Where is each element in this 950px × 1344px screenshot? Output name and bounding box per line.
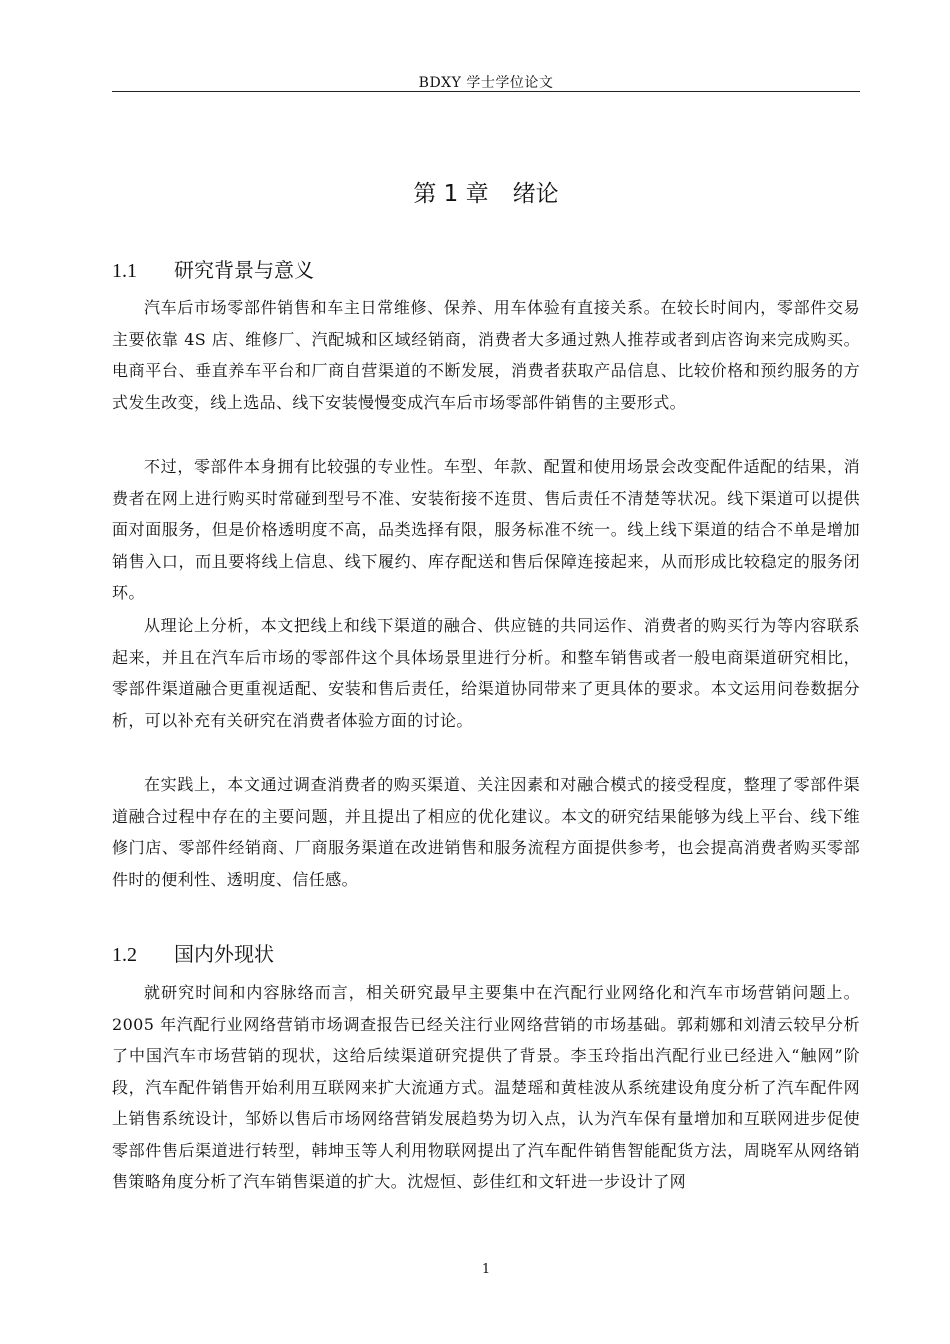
page-number: 1: [481, 1262, 491, 1277]
paragraph: 汽车后市场零部件销售和车主日常维修、保养、用车体验有直接关系。在较长时间内，零部件交易主要依靠 4S 店、维修厂、汽配城和区域经销商，消费者大多通过熟人推荐或者到店咨询来完成购买。电商平台、垂直养车平台和厂商自营渠道的不断发展，消费者获取产品信息、比较价格和预约服务的方式发生改变，线上选品、线下安装慢慢变成汽车后市场零部件销售的主要形式。: [112, 298, 860, 412]
section-heading-1-1: [112, 254, 860, 283]
section-title: 研究背景与意义: [174, 258, 314, 282]
header-rule: [112, 91, 860, 92]
chapter-label: 第 1 章: [413, 181, 489, 207]
section-number: 1.1: [112, 260, 137, 282]
paragraph: 从理论上分析，本文把线上和线下渠道的融合、供应链的共同运作、消费者的购买行为等内容联系起来，并且在汽车后市场的零部件这个具体场景里进行分析。和整车销售或者一般电商渠道研究相比，零部件渠道融合更重视适配、安装和售后责任，给渠道协同带来了更具体的要求。本文运用问卷数据分析，可以补充有关研究在消费者体验方面的讨论。: [112, 616, 860, 730]
running-header: BDXY 学士学位论文: [418, 75, 554, 91]
chapter-title: [112, 175, 860, 208]
section-heading-1-2: [112, 938, 860, 967]
section-number: 1.2: [112, 944, 137, 966]
paragraph: 就研究时间和内容脉络而言，相关研究最早主要集中在汽配行业网络化和汽车市场营销问题上。2005 年汽配行业网络营销市场调查报告已经关注行业网络营销的市场基础。郭莉娜和刘清云较早分析了中国汽车市场营销的现状，这给后续渠道研究提供了背景。李玉玲指出汽配行业已经进入“触网”阶段，汽车配件销售开始利用互联网来扩大流通方式。温楚瑶和黄桂波从系统建设角度分析了汽车配件网上销售系统设计，邹娇以售后市场网络营销发展趋势为切入点，认为汽车保有量增加和互联网进步促使零部件售后渠道进行转型，韩坤玉等人利用物联网提出了汽车配件销售智能配货方法，周晓军从网络销售策略角度分析了汽车销售渠道的扩大。沈煜恒、彭佳红和文轩进一步设计了网: [112, 983, 860, 1191]
paragraph: 不过，零部件本身拥有比较强的专业性。车型、年款、配置和使用场景会改变配件适配的结果，消费者在网上进行购买时常碰到型号不准、安装衔接不连贯、售后责任不清楚等状况。线下渠道可以提供面对面服务，但是价格透明度不高，品类选择有限，服务标准不统一。线上线下渠道的结合不单是增加销售入口，而且要将线上信息、线下履约、库存配送和售后保障连接起来，从而形成比较稳定的服务闭环。: [112, 457, 860, 602]
chapter-name: 绪论: [512, 181, 559, 207]
section-title: 国内外现状: [174, 942, 274, 966]
paragraph: 在实践上，本文通过调查消费者的购买渠道、关注因素和对融合模式的接受程度，整理了零部件渠道融合过程中存在的主要问题，并且提出了相应的优化建议。本文的研究结果能够为线上平台、线下维修门店、零部件经销商、厂商服务渠道在改进销售和服务流程方面提供参考，也会提高消费者购买零部件时的便利性、透明度、信任感。: [112, 775, 860, 889]
